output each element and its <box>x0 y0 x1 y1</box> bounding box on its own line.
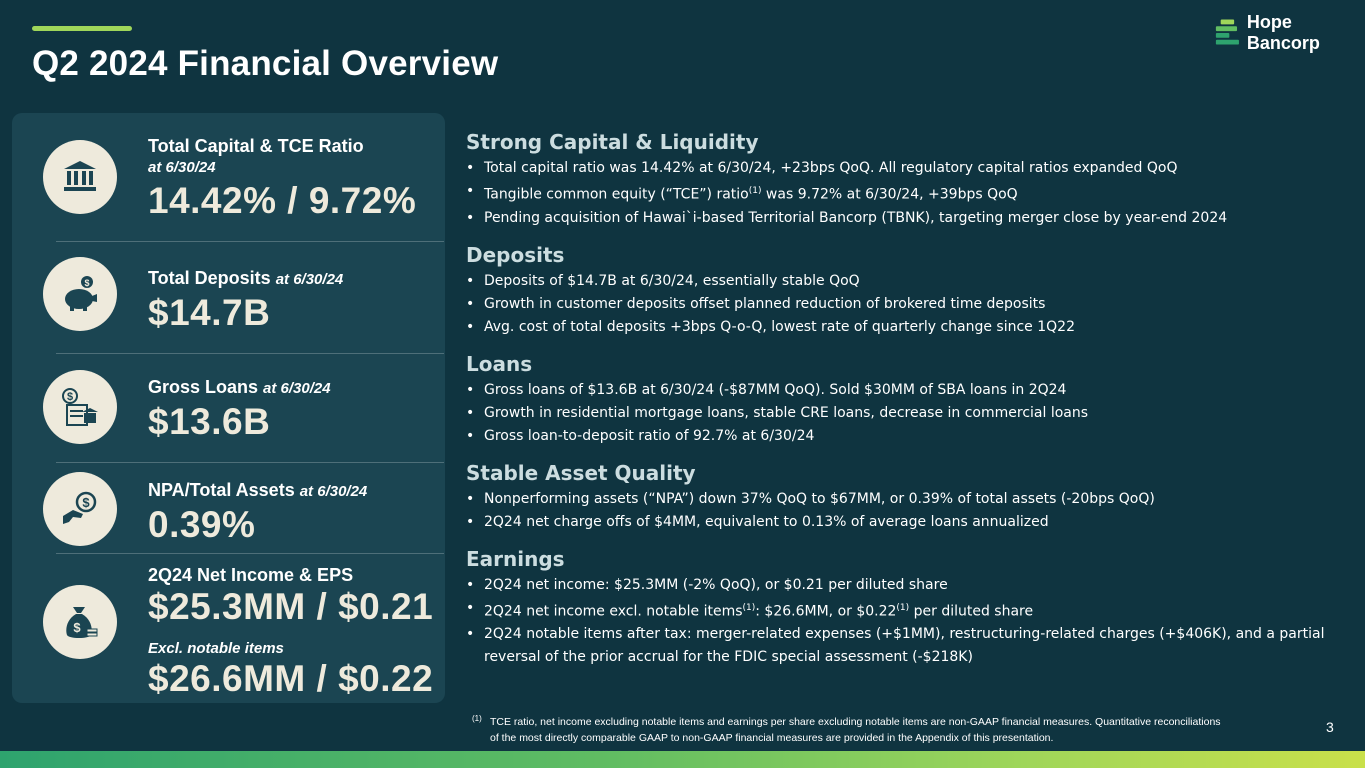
footnote-text: TCE ratio, net income excluding notable items and earnings per share excluding notable items are non-GAAP financial measures. Quantitative reconciliations of the most directly comparable GAAP to non-GAAP financial measures are provided in the Appendix of this presentation. <box>490 716 1221 744</box>
bullet-item: • Gross loans of $13.6B at 6/30/24 (-$87MM QoQ). Sold $30MM of SBA loans in 2Q24 <box>466 381 1067 398</box>
npa-metric-value: 0.39% <box>148 504 256 545</box>
capital-metric-value: 14.42% / 9.72% <box>148 180 417 221</box>
bullet-item: • Total capital ratio was 14.42% at 6/30/24, +23bps QoQ. All regulatory capital ratios expanded QoQ <box>466 160 1178 176</box>
metric-divider <box>56 462 444 463</box>
income-excl-value: $26.6MM / $0.22 <box>148 658 434 699</box>
income-excl-label: Excl. notable items <box>148 640 284 657</box>
bullet-item: • 2Q24 net charge offs of $4MM, equivalent to 0.13% of average loans annualized <box>466 513 1049 530</box>
metric-divider <box>56 353 444 354</box>
capital-metric-label: Total Capital & TCE Ratio <box>148 136 364 156</box>
bullet-item: • Gross loan-to-deposit ratio of 92.7% at 6/30/24 <box>466 427 815 444</box>
money-bag-icon <box>43 585 117 659</box>
page-title: Q2 2024 Financial Overview <box>32 44 499 83</box>
footnote-mark: (1) <box>472 714 482 723</box>
section-title: Earnings <box>466 546 565 571</box>
svg-text:$: $ <box>82 495 90 510</box>
svg-text:$: $ <box>66 391 74 403</box>
title-accent-line <box>32 26 132 31</box>
bank-building-icon <box>43 140 117 214</box>
footnote <box>472 714 1232 746</box>
bullet-item: • Deposits of $14.7B at 6/30/24, essentially stable QoQ <box>466 272 860 289</box>
bullet-item: • 2Q24 notable items after tax: merger-related expenses (+$1MM), restructuring-related charges (+$406K), and a partial reversal of the prior accrual for the FDIC special assessment (-$218K) <box>466 626 1325 666</box>
income-metric-value: $25.3MM / $0.21 <box>148 586 434 627</box>
section-title: Strong Capital & Liquidity <box>466 130 759 154</box>
income-metric-label: 2Q24 Net Income & EPS <box>148 565 354 585</box>
loan-document-icon <box>43 370 117 444</box>
section-title: Stable Asset Quality <box>466 460 696 485</box>
section-asset-quality <box>466 461 1346 534</box>
company-logo <box>1213 12 1365 54</box>
npa-metric-label: NPA/Total Assets at 6/30/24 <box>148 480 368 500</box>
deposits-metric-label: Total Deposits at 6/30/24 <box>148 268 344 288</box>
page-number: 3 <box>1326 719 1334 735</box>
section-deposits <box>466 243 1346 339</box>
section-title: Loans <box>466 351 533 376</box>
bullet-item: • 2Q24 net income: $25.3MM (-2% QoQ), or $0.21 per diluted share <box>466 576 948 593</box>
capital-metric-date: at 6/30/24 <box>148 159 216 176</box>
bottom-gradient-bar <box>0 751 1365 768</box>
section-title: Deposits <box>466 242 565 267</box>
overview-content <box>466 130 1346 682</box>
bullet-item: • Pending acquisition of Hawai`i-based Territorial Bancorp (TBNK), targeting merger close by year-end 2024 <box>466 209 1228 226</box>
hope-bancorp-logo-icon <box>1213 18 1242 48</box>
loans-metric-label: Gross Loans at 6/30/24 <box>148 377 331 397</box>
piggy-bank-icon <box>43 257 117 331</box>
section-loans <box>466 352 1346 448</box>
deposits-metric-value: $14.7B <box>148 292 271 333</box>
hand-coin-icon <box>43 472 117 546</box>
logo-text: Hope Bancorp <box>1246 12 1320 53</box>
svg-text:$: $ <box>73 620 81 635</box>
bullet-item: • Avg. cost of total deposits +3bps Q-o-Q, lowest rate of quarterly change since 1Q22 <box>466 318 1075 335</box>
bullet-item: • Growth in customer deposits offset planned reduction of brokered time deposits <box>466 295 1046 312</box>
section-capital <box>466 130 1346 230</box>
bullet-item: • Growth in residential mortgage loans, stable CRE loans, decrease in commercial loans <box>466 404 1089 421</box>
bullet-item: • Nonperforming assets (“NPA”) down 37% QoQ to $67MM, or 0.39% of total assets (-20bps QoQ) <box>466 490 1155 507</box>
svg-text:$: $ <box>84 278 90 288</box>
bullet-item: • Tangible common equity (“TCE”) ratio$^{(1)}$ was 9.72% at 6/30/24, +39bps QoQ <box>466 183 1018 203</box>
section-earnings <box>466 547 1346 670</box>
key-metrics-panel <box>12 113 445 703</box>
loans-metric-value: $13.6B <box>148 401 271 442</box>
bullet-item: • 2Q24 net income excl. notable items$^{(1)}$: $26.6MM, or $0.22$^{(1)}$ per diluted share <box>466 599 1034 620</box>
metric-divider <box>56 553 444 554</box>
metric-divider <box>56 241 444 242</box>
